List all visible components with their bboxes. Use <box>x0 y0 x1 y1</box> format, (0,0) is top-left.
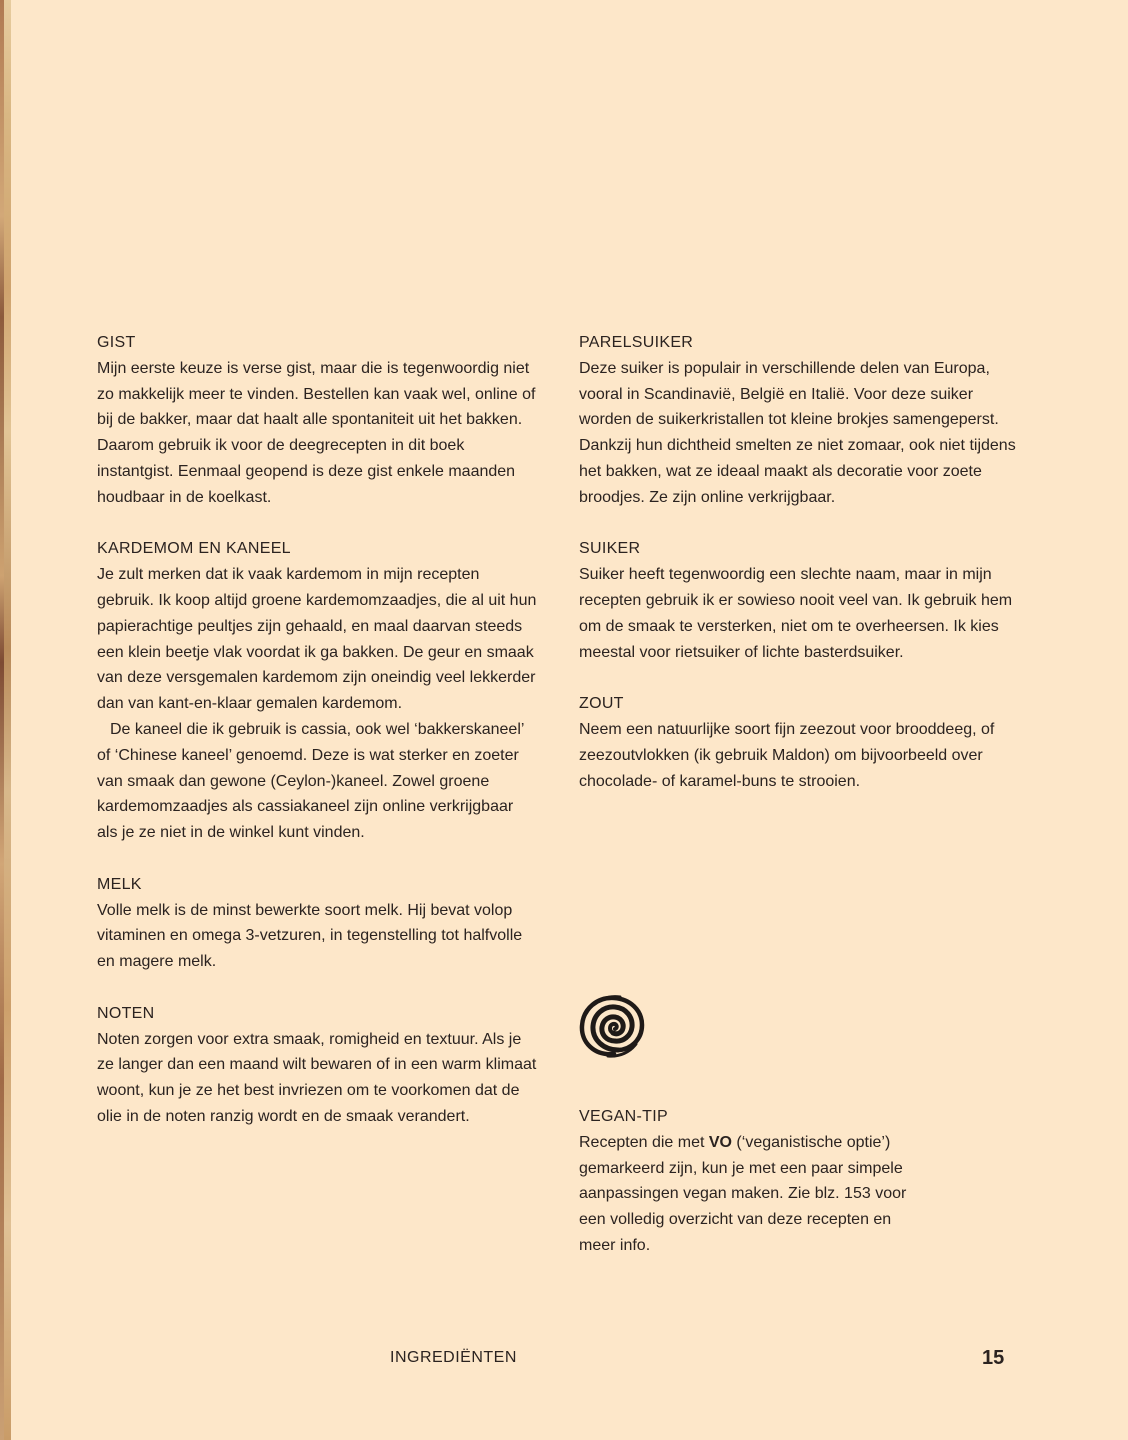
section-heading: GIST <box>97 334 136 351</box>
section-paragraph: Noten zorgen voor extra smaak, romigheid en textuur. Als je ze langer dan een maand wilt bewaren of in een warm klimaat woont, kun je ze het best invriezen om te voorkomen dat de olie in de noten ranzig wordt en de smaak verandert. <box>97 1030 537 1125</box>
vegan-tip-text-after: (‘veganistische optie’) gemarkeerd zijn, kun je met een paar simpele aanpassingen vegan maken. Zie blz. 153 voor een volledig overzicht van deze recepten en meer info. <box>579 1133 907 1254</box>
section-paragraph: Mijn eerste keuze is verse gist, maar die is tegenwoordig niet zo makkelijk meer te vinden. Bestellen kan vaak wel, online of bij de bakker, maar dat haalt alle spontaniteit uit het bakken. Daarom gebruik ik voor de deegrecepten in dit boek instantgist. Eenmaal geopend is deze gist enkele maanden houdbaar in de koelkast. <box>97 359 536 506</box>
section-heading: PARELSUIKER <box>579 334 694 351</box>
section-gist <box>97 330 537 511</box>
section-paragraph: Volle melk is de minst bewerkte soort melk. Hij bevat volop vitaminen en omega 3-vetzuren, in tegenstelling tot halfvolle en magere melk. <box>97 901 523 971</box>
section-suiker <box>579 536 1019 665</box>
section-paragraph: Je zult merken dat ik vaak kardemom in mijn recepten gebruik. Ik koop altijd groene kardemomzaadjes, die al uit hun papierachtige peultjes zijn gehaald, en maal daarvan steeds een klein beetje vlak voordat ik ga bakken. De geur en smaak van deze versgemalen kardemom zijn oneindig veel lekkerder dan van kant-en-klaar gemalen kardemom. <box>97 566 537 713</box>
section-paragraph: Suiker heeft tegenwoordig een slechte naam, maar in mijn recepten gebruik ik er sowieso nooit veel van. Ik gebruik hem om de smaak te versterken, niet om te overheersen. Ik kies meestal voor rietsuiker of lichte basterdsuiker. <box>579 566 1013 661</box>
vegan-tip-heading: VEGAN-TIP <box>579 1108 668 1125</box>
section-heading: MELK <box>97 875 142 893</box>
section-paragraph: Deze suiker is populair in verschillende delen van Europa, vooral in Scandinavië, België en Italië. Voor deze suiker worden de suikerkristallen tot kleine brokjes samengeperst. Dankzij hun dichtheid smelten ze niet zomaar, ook niet tijdens het bakken, wat ze ideaal maakt als decoratie voor zoete broodjes. Ze zijn online verkrijgbaar. <box>579 359 1016 506</box>
swirl-rose-icon <box>578 992 648 1062</box>
vegan-tip-text <box>579 1130 929 1259</box>
section-heading: ZOUT <box>579 695 624 713</box>
section-paragraph: De kaneel die ik gebruik is cassia, ook wel ‘bakkerskaneel’ of ‘Chinese kaneel’ genoemd. Deze is wat sterker en zoeter van smaak dan gewone (Ceylon-)kaneel. Zowel groene kardemomzaadjes als cassiakaneel zijn online verkrijgbaar als je ze niet in de winkel kunt vinden. <box>97 720 524 842</box>
vegan-tip <box>579 1104 929 1259</box>
footer-section-label: INGREDIËNTEN <box>390 1349 517 1366</box>
section-paragraph: Neem een natuurlijke soort fijn zeezout voor brooddeeg, of zeezoutvlokken (ik gebruik Maldon) om bijvoorbeeld over chocolade- of karamel-buns te strooien. <box>579 720 995 790</box>
section-noten <box>97 1001 537 1130</box>
section-zout <box>579 691 1019 794</box>
section-melk <box>97 872 537 975</box>
section-heading: SUIKER <box>579 540 641 558</box>
right-column <box>579 330 1019 820</box>
vegan-option-marker: VO <box>708 1133 732 1151</box>
page-edge-decoration <box>0 0 11 1440</box>
section-heading: NOTEN <box>97 1004 155 1022</box>
vegan-tip-text-before: Recepten die met <box>579 1133 709 1151</box>
section-kardemom-en-kaneel <box>97 536 537 846</box>
section-parelsuiker <box>579 330 1019 511</box>
page-number: 15 <box>982 1347 1005 1369</box>
section-heading: KARDEMOM EN KANEEL <box>97 540 291 558</box>
left-column <box>97 330 537 1156</box>
